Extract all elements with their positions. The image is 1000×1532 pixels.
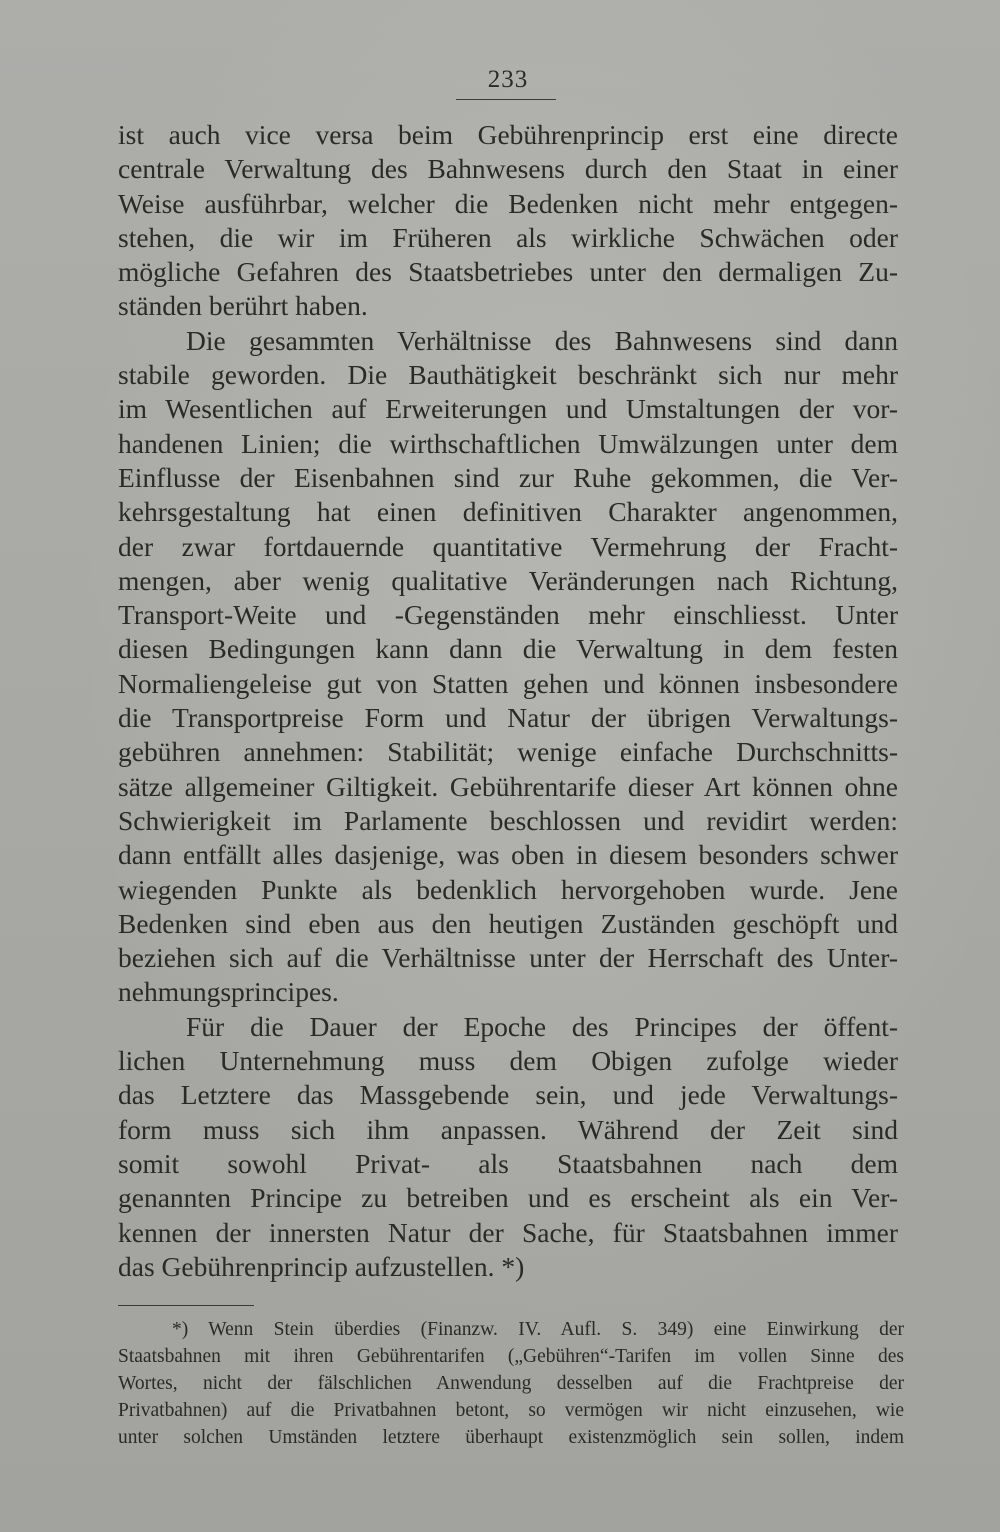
body-line: stabile geworden. Die Bauthätigkeit beschränkt sich nur mehr bbox=[118, 359, 898, 391]
body-line: die Transportpreise Form und Natur der übrigen Verwaltungs- bbox=[118, 702, 898, 734]
body-line: mengen, aber wenig qualitative Veränderungen nach Richtung, bbox=[118, 564, 898, 596]
body-line: Bedenken sind eben aus den heutigen Zuständen geschöpft und bbox=[118, 907, 898, 939]
body-line: diesen Bedingungen kann dann die Verwaltung in dem festen bbox=[118, 633, 898, 665]
page-number: 233 bbox=[487, 66, 529, 93]
body-text bbox=[118, 118, 898, 1284]
body-line: im Wesentlichen auf Erweiterungen und Umstaltungen der vor- bbox=[118, 393, 898, 425]
body-line: lichen Unternehmung muss dem Obigen zufolge wieder bbox=[118, 1045, 898, 1077]
body-line: der zwar fortdauernde quantitative Vermehrung der Fracht- bbox=[118, 530, 898, 562]
body-line: stehen, die wir im Früheren als wirkliche Schwächen oder bbox=[118, 221, 898, 253]
footnote-line: unter solchen Umständen letztere überhaupt existenzmöglich sein sollen, indem bbox=[118, 1427, 904, 1448]
body-line: mögliche Gefahren des Staatsbetriebes unter den dermaligen Zu- bbox=[118, 256, 898, 288]
body-line: nehmungsprincipes. bbox=[118, 976, 339, 1008]
body-line: beziehen sich auf die Verhältnisse unter der Herrschaft des Unter- bbox=[118, 942, 898, 974]
page-number-rule bbox=[456, 99, 556, 100]
footnote bbox=[118, 1316, 904, 1451]
body-line: Weise ausführbar, welcher die Bedenken nicht mehr entgegen- bbox=[118, 187, 898, 219]
body-line: das Gebührenprincip aufzustellen. *) bbox=[118, 1250, 525, 1282]
footnote-rule bbox=[118, 1305, 254, 1306]
body-line: Transport-Weite und -Gegenständen mehr einschliesst. Unter bbox=[118, 599, 898, 631]
body-line: Die gesammten Verhältnisse des Bahnwesens sind dann bbox=[186, 324, 898, 356]
body-line: ist auch vice versa beim Gebührenprincip erst eine directe bbox=[118, 119, 898, 150]
body-line: wiegenden Punkte als bedenklich hervorgehoben wurde. Jene bbox=[118, 873, 898, 905]
body-line: ständen berührt haben. bbox=[118, 290, 368, 322]
body-line: Einflusse der Eisenbahnen sind zur Ruhe gekommen, die Ver- bbox=[118, 461, 898, 493]
body-line: Normaliengeleise gut von Statten gehen und können insbesondere bbox=[118, 667, 898, 699]
body-line: handenen Linien; die wirthschaftlichen Umwälzungen unter dem bbox=[118, 427, 898, 459]
body-line: form muss sich ihm anpassen. Während der Zeit sind bbox=[118, 1113, 898, 1145]
footnote-line: Privatbahnen) auf die Privatbahnen betont, so vermögen wir nicht einzusehen, wie bbox=[118, 1400, 904, 1421]
body-line: sätze allgemeiner Giltigkeit. Gebührentarife dieser Art können ohne bbox=[118, 770, 898, 802]
body-line: dann entfällt alles dasjenige, was oben in diesem besonders schwer bbox=[118, 839, 898, 871]
body-line: gebühren annehmen: Stabilität; wenige einfache Durchschnitts- bbox=[118, 736, 898, 768]
body-line: kennen der innersten Natur der Sache, für Staatsbahnen immer bbox=[118, 1216, 898, 1248]
body-line: Schwierigkeit im Parlamente beschlossen und revidirt werden: bbox=[118, 804, 898, 836]
footnote-line: Staatsbahnen mit ihren Gebührentarifen („Gebühren“-Tarifen im vollen Sinne des bbox=[118, 1346, 904, 1367]
body-line: Für die Dauer der Epoche des Principes der öffent- bbox=[186, 1010, 898, 1042]
body-line: somit sowohl Privat- als Staatsbahnen nach dem bbox=[118, 1147, 898, 1179]
body-line: das Letztere das Massgebende sein, und jede Verwaltungs- bbox=[118, 1079, 898, 1111]
footnote-line: *) Wenn Stein überdies (Finanzw. IV. Aufl. S. 349) eine Einwirkung der bbox=[172, 1319, 904, 1340]
body-line: genannten Principe zu betreiben und es erscheint als ein Ver- bbox=[118, 1182, 898, 1214]
body-line: kehrsgestaltung hat einen definitiven Charakter angenommen, bbox=[118, 496, 898, 528]
footnote-line: Wortes, nicht der fälschlichen Anwendung desselben auf die Frachtpreise der bbox=[118, 1373, 904, 1394]
body-line: centrale Verwaltung des Bahnwesens durch den Staat in einer bbox=[118, 153, 898, 185]
